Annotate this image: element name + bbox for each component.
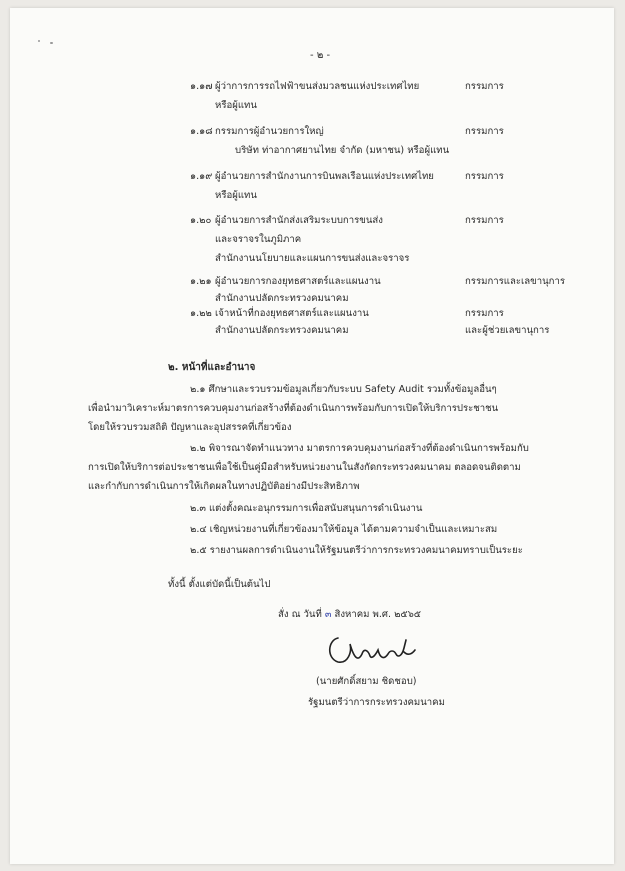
member-line: ผู้อำนวยการกองยุทธศาสตร์และแผนงาน [215,276,381,287]
duty-paragraph-line: การเปิดให้บริการต่อประชาชนเพื่อใช้เป็นคู่มือสำหรับหน่วยงานในสังกัดกระทรวงคมนาคม ตลอดจนติดตาม [88,462,521,473]
member-line: หรือผู้แทน [215,190,257,201]
duty-paragraph-line: โดยให้รวบรวมสถิติ ปัญหาและอุปสรรคที่เกี่ยวข้อง [88,422,292,433]
page-number: - ๒ - [310,50,331,61]
member-role: กรรมการ [465,81,504,92]
scan-speck [38,40,40,42]
member-line: กรรมการผู้อำนวยการใหญ่ [215,126,324,137]
signatory-title: รัฐมนตรีว่าการกระทรวงคมนาคม [308,697,445,708]
duty-item: ๒.๔ เชิญหน่วยงานที่เกี่ยวข้องมาให้ข้อมูล ได้ตามความจำเป็นและเหมาะสม [190,524,498,535]
member-number: ๑.๒๐ [190,215,212,226]
document-page [10,8,614,864]
duty-paragraph-line: ๒.๑ ศึกษาและรวบรวมข้อมูลเกี่ยวกับระบบ Safety Audit รวมทั้งข้อมูลอื่นๆ [190,384,497,395]
member-number: ๑.๑๘ [190,126,213,137]
member-role: กรรมการและเลขานุการ [465,276,566,287]
member-role: กรรมการ [465,215,504,226]
order-date-day: ๓ [324,609,332,620]
member-line: บริษัท ท่าอากาศยานไทย จำกัด (มหาชน) หรือผู้แทน [235,145,450,156]
member-line: ผู้ว่าการการรถไฟฟ้าขนส่งมวลชนแห่งประเทศไทย [215,81,420,92]
member-line: สำนักงานปลัดกระทรวงคมนาคม [215,293,349,304]
member-line: เจ้าหน้าที่กองยุทธศาสตร์และแผนงาน [215,308,369,319]
duty-paragraph-line: ๒.๒ พิจารณาจัดทำแนวทาง มาตรการควบคุมงานก่อสร้างที่ต้องดำเนินการพร้อมกับ [190,443,529,454]
member-number: ๑.๑๗ [190,81,213,92]
member-number: ๑.๒๒ [190,308,212,319]
signatory-name: (นายศักดิ์สยาม ชิดชอบ) [316,676,417,687]
section-heading: ๒. หน้าที่และอำนาจ [168,362,256,373]
member-line: และจราจรในภูมิภาค [215,234,302,245]
duty-item: ๒.๓ แต่งตั้งคณะอนุกรรมการเพื่อสนับสนุนการดำเนินงาน [190,503,423,514]
signature-image [320,628,420,672]
member-line: หรือผู้แทน [215,100,257,111]
member-number: ๑.๒๑ [190,276,212,287]
duty-paragraph-line: เพื่อนำมาวิเคราะห์มาตรการควบคุมงานก่อสร้างที่ต้องดำเนินการพร้อมกับการเปิดให้บริการประชาชน [88,403,499,414]
effective-statement: ทั้งนี้ ตั้งแต่บัดนี้เป็นต้นไป [168,579,271,590]
duty-paragraph-line: และกำกับการดำเนินการให้เกิดผลในทางปฏิบัติอย่างมีประสิทธิภาพ [88,481,360,492]
scan-speck [50,42,53,44]
duty-item: ๒.๕ รายงานผลการดำเนินงานให้รัฐมนตรีว่าการกระทรวงคมนาคมทราบเป็นระยะ [190,545,523,556]
member-role: กรรมการ [465,171,504,182]
order-date-rest: สิงหาคม พ.ศ. ๒๕๖๕ [334,609,422,620]
member-role: กรรมการ [465,308,504,319]
member-line: ผู้อำนวยการสำนักงานการบินพลเรือนแห่งประเทศไทย [215,171,434,182]
member-line: ผู้อำนวยการสำนักส่งเสริมระบบการขนส่ง [215,215,383,226]
member-number: ๑.๑๙ [190,171,213,182]
member-role: กรรมการ [465,126,504,137]
order-date-prefix: สั่ง ณ วันที่ [278,609,322,620]
member-line: สำนักงานปลัดกระทรวงคมนาคม [215,325,349,336]
member-role: และผู้ช่วยเลขานุการ [465,325,550,336]
member-line: สำนักงานนโยบายและแผนการขนส่งและจราจร [215,253,410,264]
order-date [278,608,421,621]
